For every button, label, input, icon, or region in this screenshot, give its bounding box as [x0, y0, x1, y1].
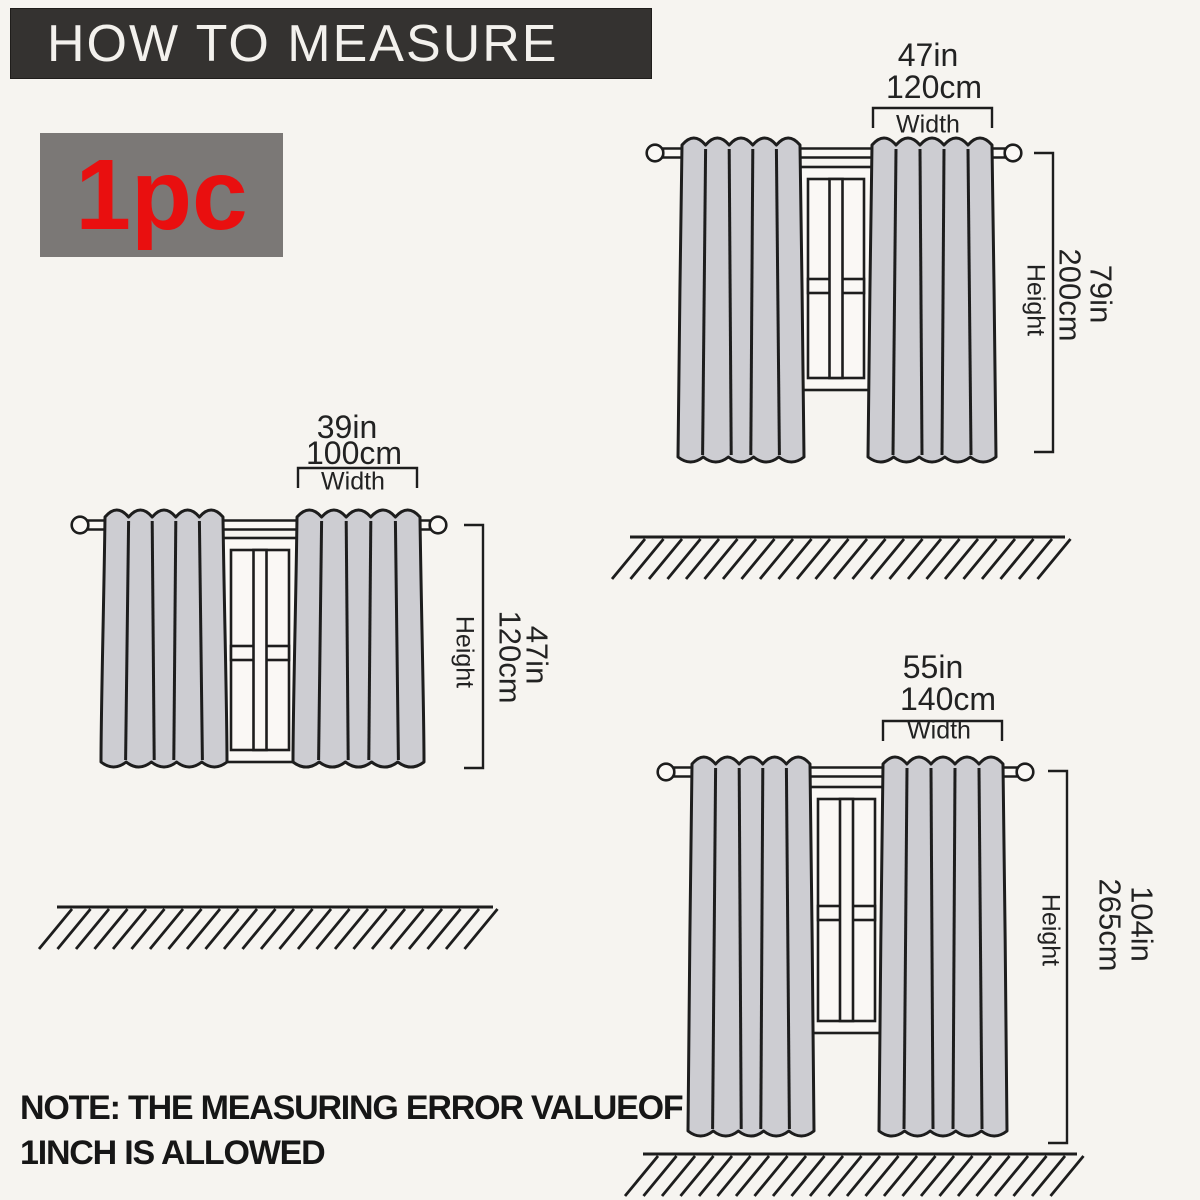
note-line-1: NOTE: THE MEASURING ERROR VALUEOF [20, 1089, 683, 1127]
piece-count-badge [40, 133, 283, 257]
height-caption: Height [450, 615, 479, 689]
height-inches-label: 79in [1083, 264, 1119, 324]
width-cm-label: 120cm [885, 69, 983, 105]
width-inches-label: 39in [316, 409, 378, 445]
page-title: HOW TO MEASURE [47, 14, 559, 73]
height-caption: Height [1021, 263, 1050, 337]
height-inches-label: 104in [1124, 886, 1160, 962]
width-cm-label: 140cm [899, 681, 997, 717]
width-inches-label: 47in [897, 37, 959, 73]
width-caption: Width [896, 110, 960, 139]
header-bar [10, 8, 652, 79]
height-cm-label: 200cm [1052, 248, 1088, 342]
width-inches-label: 55in [902, 649, 964, 685]
height-caption: Height [1036, 893, 1065, 967]
note-line-2: 1INCH IS ALLOWED [20, 1134, 325, 1172]
width-cm-label: 100cm [305, 435, 403, 471]
width-caption: Width [907, 716, 971, 745]
piece-count-text: 1pc [75, 139, 248, 251]
width-caption: Width [321, 467, 385, 496]
height-cm-label: 265cm [1092, 878, 1128, 972]
measuring-note [20, 1086, 682, 1176]
height-cm-label: 120cm [492, 610, 528, 704]
height-inches-label: 47in [519, 625, 555, 685]
